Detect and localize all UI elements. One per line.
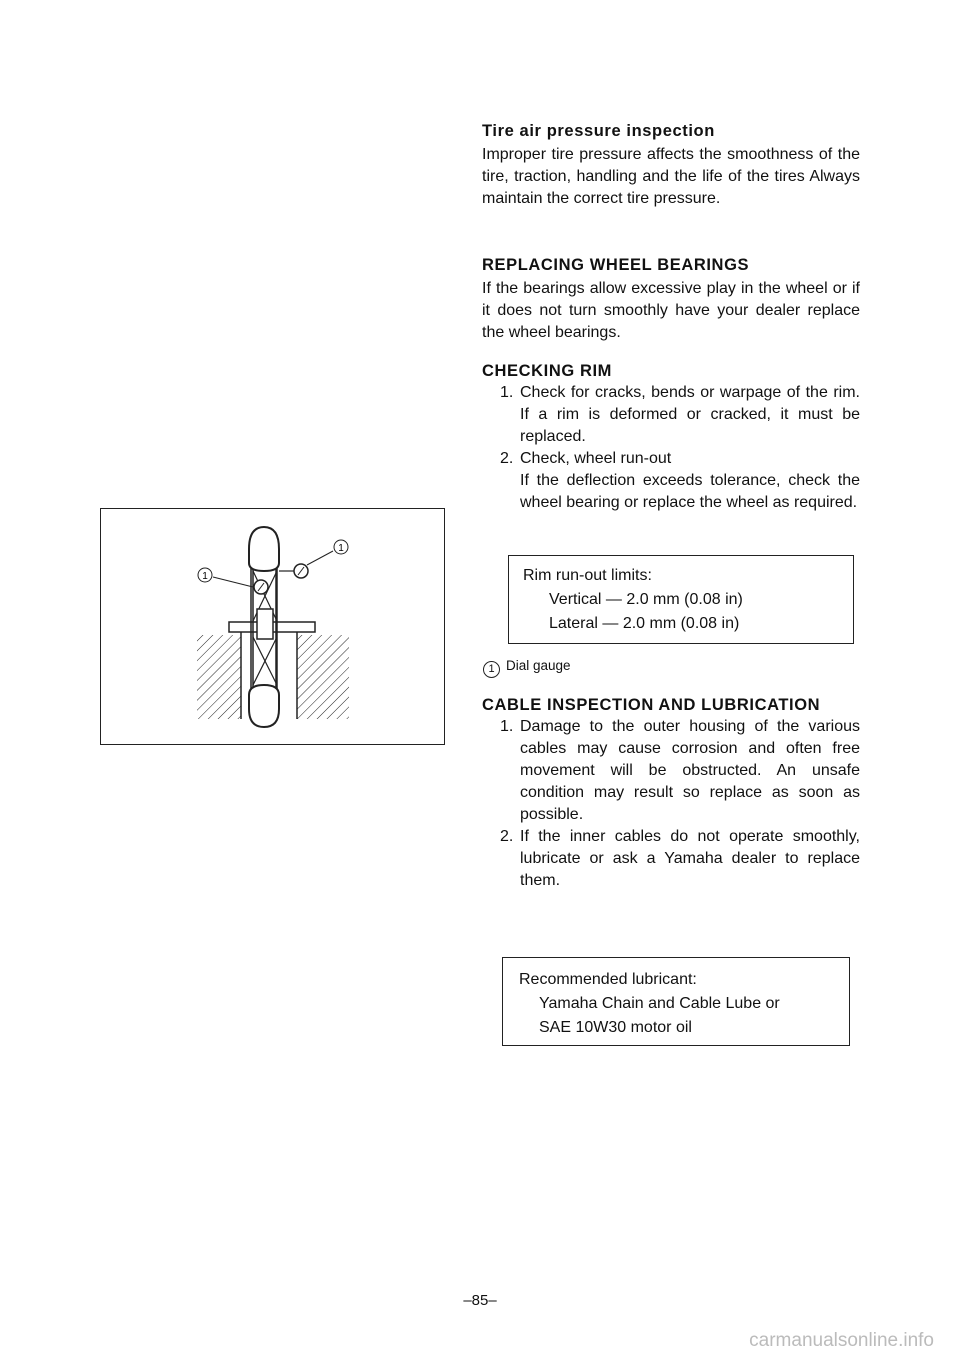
runout-lateral: Lateral — 2.0 mm (0.08 in) [549, 615, 740, 632]
page-number: –85– [463, 1292, 497, 1309]
cable-list [482, 716, 860, 892]
runout-vertical: Vertical — 2.0 mm (0.08 in) [549, 591, 743, 608]
callout-left-label: 1 [202, 571, 208, 582]
lubricant-heading: Recommended lubricant: [519, 971, 697, 988]
list-item: 2. Check, wheel run-out If the deflection exceeds tolerance, check the wheel bearing or replace the wheel as required. [500, 450, 860, 511]
stand-right-hatch [297, 635, 349, 719]
wheel-bearings-body: If the bearings allow excessive play in the wheel or if it does not turn smoothly have your dealer replace the wheel bearings. [482, 280, 860, 341]
wheel-bearings-title: REPLACING WHEEL BEARINGS [482, 256, 750, 274]
legend-marker: 1 [483, 661, 500, 678]
watermark-text: carmanualsonline.info [749, 1330, 934, 1351]
wheel-runout-diagram [101, 509, 443, 743]
tire-pressure-body: Improper tire pressure affects the smoothness of the tire, traction, handling and the life of the tires Always maintain the correct tire pressure. [482, 146, 860, 207]
legend-label: Dial gauge [506, 658, 571, 673]
runout-limits-heading: Rim run-out limits: [523, 567, 652, 584]
lubricant-box [502, 957, 850, 1046]
list-item: 1. Check for cracks, bends or warpage of the rim. If a rim is deformed or cracked, it must be replaced. [500, 384, 860, 445]
checking-rim-list [482, 382, 860, 514]
lubricant-row-2: SAE 10W30 motor oil [539, 1019, 692, 1036]
callout-right-label: 1 [338, 543, 344, 554]
cable-section [482, 694, 860, 892]
wheel-bearings-section [482, 254, 860, 344]
cable-title: CABLE INSPECTION AND LUBRICATION [482, 696, 821, 714]
list-item: 1. Damage to the outer housing of the various cables may cause corrosion and often free movement will be obstructed. An unsafe condition may result so replace as soon as possible. [500, 718, 860, 823]
runout-limits-box [508, 555, 854, 644]
figure-legend [483, 656, 571, 678]
tire-bottom [249, 685, 279, 727]
checking-rim-section [482, 360, 860, 514]
tire-top [249, 527, 279, 571]
list-item: 2. If the inner cables do not operate smoothly, lubricate or ask a Yamaha dealer to replace them. [500, 828, 860, 889]
wheel-runout-figure [100, 508, 445, 745]
tire-pressure-section [482, 120, 860, 210]
stand-left-hatch [197, 635, 241, 719]
lubricant-row-1: Yamaha Chain and Cable Lube or [539, 995, 780, 1012]
tire-pressure-title: Tire air pressure inspection [482, 122, 715, 140]
wheel-hub [257, 609, 273, 639]
checking-rim-title: CHECKING RIM [482, 362, 613, 380]
